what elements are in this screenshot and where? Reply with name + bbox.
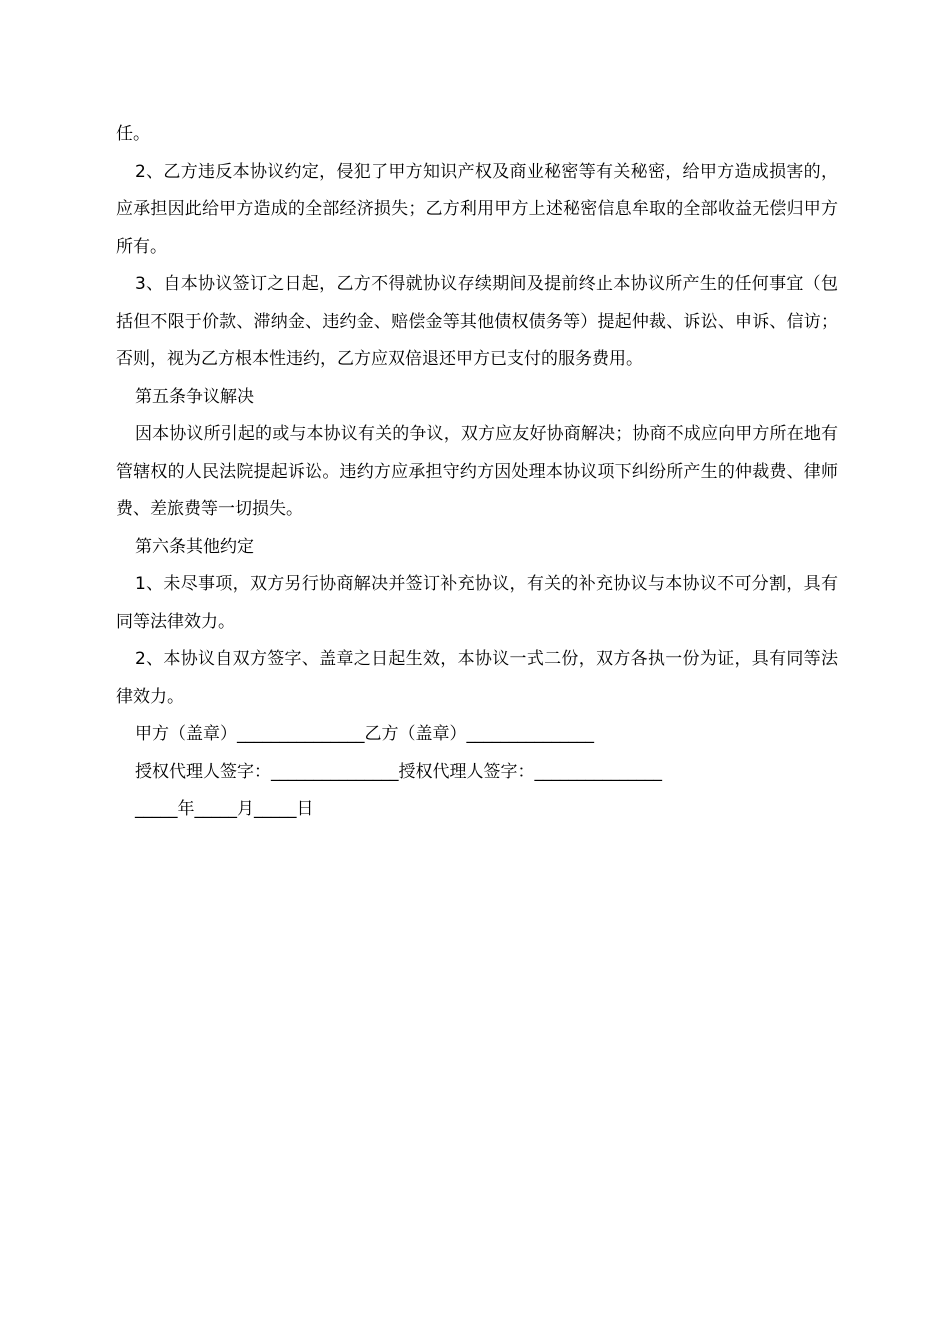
clause-2-breach-of-confidentiality: 2、乙方违反本协议约定，侵犯了甲方知识产权及商业秘密等有关秘密，给甲方造成损害的，应承担因此给甲方造成的全部经济损失；乙方利用甲方上述秘密信息牟取的全部收益无偿归甲方所有。 bbox=[116, 161, 838, 257]
article-6-clause-2: 2、本协议自双方签字、盖章之日起生效，本协议一式二份，双方各执一份为证，具有同等法律效力。 bbox=[116, 649, 838, 707]
party-seal-line: 甲方（盖章）_______________乙方（盖章）_______________ bbox=[135, 724, 594, 744]
clause-3-no-claims: 3、自本协议签订之日起，乙方不得就协议存续期间及提前终止本协议所产生的任何事宜（包括但不限于价款、滞纳金、违约金、赔偿金等其他债权债务等）提起仲裁、诉讼、申诉、信访；否则，视为乙方根本性违约，乙方应双倍退还甲方已支付的服务费用。 bbox=[116, 274, 838, 369]
document-page bbox=[116, 116, 838, 829]
signature-block bbox=[116, 716, 838, 829]
agent-signature-line: 授权代理人签字：_______________授权代理人签字：_______________ bbox=[135, 761, 662, 782]
article-6-heading: 第六条其他约定 bbox=[135, 536, 254, 557]
date-line: _____年_____月_____日 bbox=[135, 799, 314, 819]
paragraph-continuation: 任。 bbox=[116, 124, 150, 144]
article-5-dispute-resolution: 因本协议所引起的或与本协议有关的争议，双方应友好协商解决；协商不成应向甲方所在地有管辖权的人民法院提起诉讼。违约方应承担守约方因处理本协议项下纠纷所产生的仲裁费、律师费、差旅费等一切损失。 bbox=[116, 424, 838, 519]
article-6-clause-1: 1、未尽事项，双方另行协商解决并签订补充协议，有关的补充协议与本协议不可分割，具有同等法律效力。 bbox=[116, 574, 838, 632]
article-5-heading: 第五条争议解决 bbox=[135, 386, 254, 407]
